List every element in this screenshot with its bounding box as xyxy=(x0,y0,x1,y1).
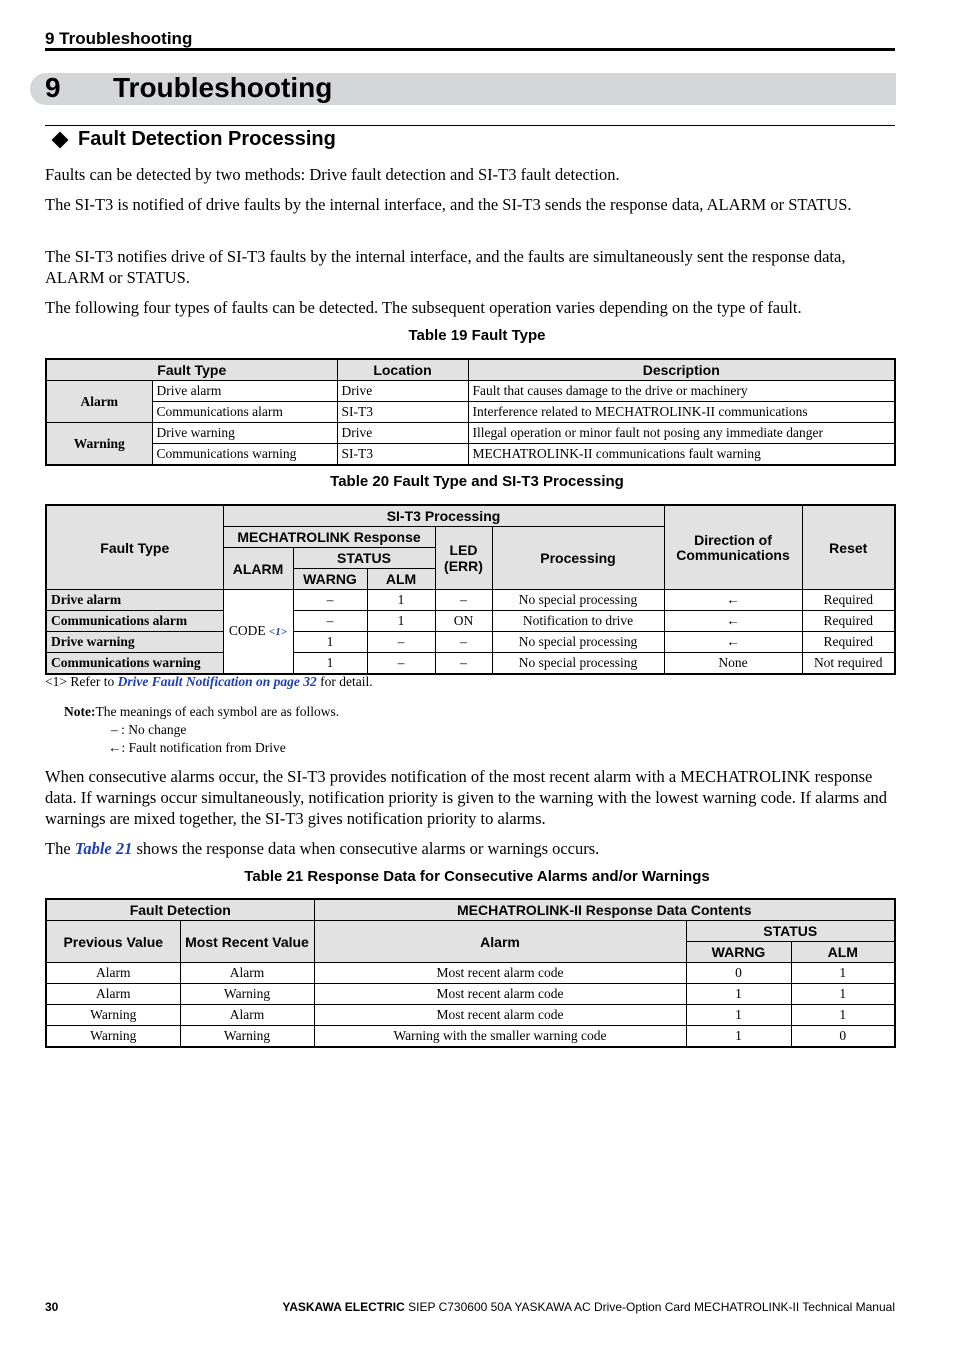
cell-alm: 1 xyxy=(791,963,895,984)
table20-caption: Table 20 Fault Type and SI-T3 Processing xyxy=(330,473,624,490)
cell-recent: Warning xyxy=(180,984,314,1005)
table21-caption: Table 21 Response Data for Consecutive Alarms and/or Warnings xyxy=(244,868,710,885)
cell-description: Illegal operation or minor fault not posing any immediate danger xyxy=(468,423,895,444)
table-row xyxy=(46,402,895,423)
cell-description: Fault that causes damage to the drive or machinery xyxy=(468,381,895,402)
p6-prefix: The xyxy=(45,839,75,858)
footnote-prefix: <1> Refer to xyxy=(45,674,118,689)
col-header-most-recent-value: Most Recent Value xyxy=(180,921,314,963)
cell-alarm: Most recent alarm code xyxy=(314,1005,686,1026)
cell-alm: 1 xyxy=(367,611,435,632)
note-symbol-arrow: ←: Fault notification from Drive xyxy=(108,740,286,755)
footer-manual: SIEP C730600 50A YASKAWA AC Drive-Option Card MECHATROLINK-II Technical Manual xyxy=(404,1300,895,1314)
cell-previous: Warning xyxy=(46,1026,180,1048)
col-header-alm: ALM xyxy=(791,942,895,963)
cell-description: Interference related to MECHATROLINK-II communications xyxy=(468,402,895,423)
cell-fault-type: Drive warning xyxy=(46,632,223,653)
table-row xyxy=(46,653,895,675)
col-header-alarm: ALARM xyxy=(223,548,293,590)
cell-location: Drive xyxy=(337,381,468,402)
cell-direction: ← xyxy=(664,590,802,611)
cell-recent: Alarm xyxy=(180,1005,314,1026)
table-row xyxy=(46,1005,895,1026)
table20-footnote xyxy=(45,674,373,690)
col-header-mechatrolink-response: MECHATROLINK Response xyxy=(223,527,435,548)
col-header-previous-value: Previous Value xyxy=(46,921,180,963)
cell-fault-type: Drive alarm xyxy=(152,381,337,402)
table-row xyxy=(46,1026,895,1048)
footer-brand: YASKAWA ELECTRIC xyxy=(282,1300,405,1314)
cell-alm: 1 xyxy=(367,590,435,611)
table-row xyxy=(46,590,895,611)
table-header-row xyxy=(46,505,895,527)
cell-alarm: Warning with the smaller warning code xyxy=(314,1026,686,1048)
cell-alm: – xyxy=(367,632,435,653)
col-header-processing: Processing xyxy=(492,527,664,590)
cell-fault-type: Communications alarm xyxy=(46,611,223,632)
col-header-si-t3-processing: SI-T3 Processing xyxy=(223,505,664,527)
fault-type-table xyxy=(45,358,896,466)
paragraph-1: Faults can be detected by two methods: Drive fault detection and SI-T3 fault detection. xyxy=(45,165,620,184)
cell-led: – xyxy=(435,653,492,675)
cell-recent: Warning xyxy=(180,1026,314,1048)
p6-suffix: shows the response data when consecutive alarms or warnings occurs. xyxy=(132,839,600,858)
table19-caption: Table 19 Fault Type xyxy=(408,327,546,344)
cell-processing: No special processing xyxy=(492,632,664,653)
section-title: Fault Detection Processing xyxy=(78,128,336,150)
cell-processing: No special processing xyxy=(492,590,664,611)
cell-location: Drive xyxy=(337,423,468,444)
paragraph-5: When consecutive alarms occur, the SI-T3 provides notification of the most recent alarm with a MECHATROLINK response data. If warnings occur simultaneously, notification priority is given to the warning with the lowest warning code. If alarms and warnings are mixed together, the SI-T3 gives notification priority to alarms. xyxy=(45,767,888,828)
table-row xyxy=(46,632,895,653)
table-header-row xyxy=(46,899,895,921)
cell-led: ON xyxy=(435,611,492,632)
section-heading xyxy=(52,128,336,151)
cell-reset: Not required xyxy=(802,653,895,675)
group-warning: Warning xyxy=(46,423,152,466)
col-header-status: STATUS xyxy=(293,548,435,569)
cell-recent: Alarm xyxy=(180,963,314,984)
note-symbol-no-change: – : No change xyxy=(111,722,187,737)
cell-previous: Alarm xyxy=(46,963,180,984)
section-rule xyxy=(45,125,895,126)
cell-warng: 0 xyxy=(686,963,791,984)
code-footnote-link[interactable]: <1> xyxy=(269,626,288,638)
col-header-alarm: Alarm xyxy=(314,921,686,963)
cell-previous: Alarm xyxy=(46,984,180,1005)
paragraph-6 xyxy=(45,838,897,859)
cell-alm: 1 xyxy=(791,1005,895,1026)
cell-led: – xyxy=(435,632,492,653)
fault-processing-table xyxy=(45,504,896,675)
paragraph-2: The SI-T3 is notified of drive faults by the internal interface, and the SI-T3 sends the response data, ALARM or STATUS. xyxy=(45,195,852,214)
cell-reset: Required xyxy=(802,611,895,632)
cell-description: MECHATROLINK-II communications fault warning xyxy=(468,444,895,466)
table-row xyxy=(46,984,895,1005)
footnote-suffix: for detail. xyxy=(316,674,373,689)
col-header-led: LED (ERR) xyxy=(435,527,492,590)
col-header-description: Description xyxy=(468,359,895,381)
chapter-title: Troubleshooting xyxy=(113,72,333,103)
cell-alarm: Most recent alarm code xyxy=(314,984,686,1005)
cell-warng: 1 xyxy=(686,1026,791,1048)
paragraph-4: The following four types of faults can be detected. The subsequent operation varies depending on the type of fault. xyxy=(45,298,802,317)
note-block xyxy=(64,704,339,720)
table-row xyxy=(46,963,895,984)
cell-previous: Warning xyxy=(46,1005,180,1026)
cell-warng: 1 xyxy=(293,653,367,675)
table-row xyxy=(46,423,895,444)
col-header-status: STATUS xyxy=(686,921,895,942)
cell-fault-type: Communications warning xyxy=(46,653,223,675)
consecutive-alarms-table xyxy=(45,898,896,1048)
table-header-row xyxy=(46,359,895,381)
cell-warng: 1 xyxy=(293,632,367,653)
table-header-row xyxy=(46,921,895,942)
cell-fault-type: Communications alarm xyxy=(152,402,337,423)
cell-alarm-code xyxy=(223,590,293,675)
chapter-number: 9 xyxy=(45,72,61,103)
col-header-location: Location xyxy=(337,359,468,381)
cell-direction: ← xyxy=(664,611,802,632)
cell-location: SI-T3 xyxy=(337,402,468,423)
cell-led: – xyxy=(435,590,492,611)
col-header-fault-type: Fault Type xyxy=(46,505,223,590)
page-number: 30 xyxy=(45,1300,59,1314)
footer-manual-title xyxy=(282,1300,895,1314)
cell-warng: – xyxy=(293,590,367,611)
cell-alm: 1 xyxy=(791,984,895,1005)
cell-fault-type: Communications warning xyxy=(152,444,337,466)
cell-alarm: Most recent alarm code xyxy=(314,963,686,984)
group-alarm: Alarm xyxy=(46,381,152,423)
table-row xyxy=(46,381,895,402)
col-header-fault-detection: Fault Detection xyxy=(46,899,314,921)
cell-direction: ← xyxy=(664,632,802,653)
cell-warng: – xyxy=(293,611,367,632)
table-row xyxy=(46,611,895,632)
cell-location: SI-T3 xyxy=(337,444,468,466)
col-header-response-contents: MECHATROLINK-II Response Data Contents xyxy=(314,899,895,921)
table-row xyxy=(46,444,895,466)
page-footer xyxy=(45,1300,895,1314)
cell-processing: No special processing xyxy=(492,653,664,675)
cell-reset: Required xyxy=(802,632,895,653)
col-header-alm: ALM xyxy=(367,569,435,590)
cell-fault-type: Drive warning xyxy=(152,423,337,444)
cell-warng: 1 xyxy=(686,984,791,1005)
cell-processing: Notification to drive xyxy=(492,611,664,632)
cell-fault-type: Drive alarm xyxy=(46,590,223,611)
table21-link[interactable]: Table 21 xyxy=(74,839,133,858)
drive-fault-notification-link[interactable]: Drive Fault Notification on page 32 xyxy=(117,674,317,689)
code-label: CODE xyxy=(228,623,270,638)
col-header-direction: Direction of Communications xyxy=(664,505,802,590)
paragraph-3: The SI-T3 notifies drive of SI-T3 faults by the internal interface, and the faults are simultaneously sent the response data, ALARM or STATUS. xyxy=(45,247,846,287)
cell-reset: Required xyxy=(802,590,895,611)
cell-alm: 0 xyxy=(791,1026,895,1048)
cell-warng: 1 xyxy=(686,1005,791,1026)
cell-alm: – xyxy=(367,653,435,675)
col-header-warng: WARNG xyxy=(686,942,791,963)
header-rule xyxy=(45,48,895,51)
running-head: 9 Troubleshooting xyxy=(45,29,193,48)
col-header-warng: WARNG xyxy=(293,569,367,590)
diamond-icon xyxy=(52,131,69,148)
col-header-reset: Reset xyxy=(802,505,895,590)
col-header-fault-type: Fault Type xyxy=(46,359,337,381)
note-text: The meanings of each symbol are as follows. xyxy=(95,704,340,719)
cell-direction: None xyxy=(664,653,802,675)
note-label: Note: xyxy=(64,704,96,719)
